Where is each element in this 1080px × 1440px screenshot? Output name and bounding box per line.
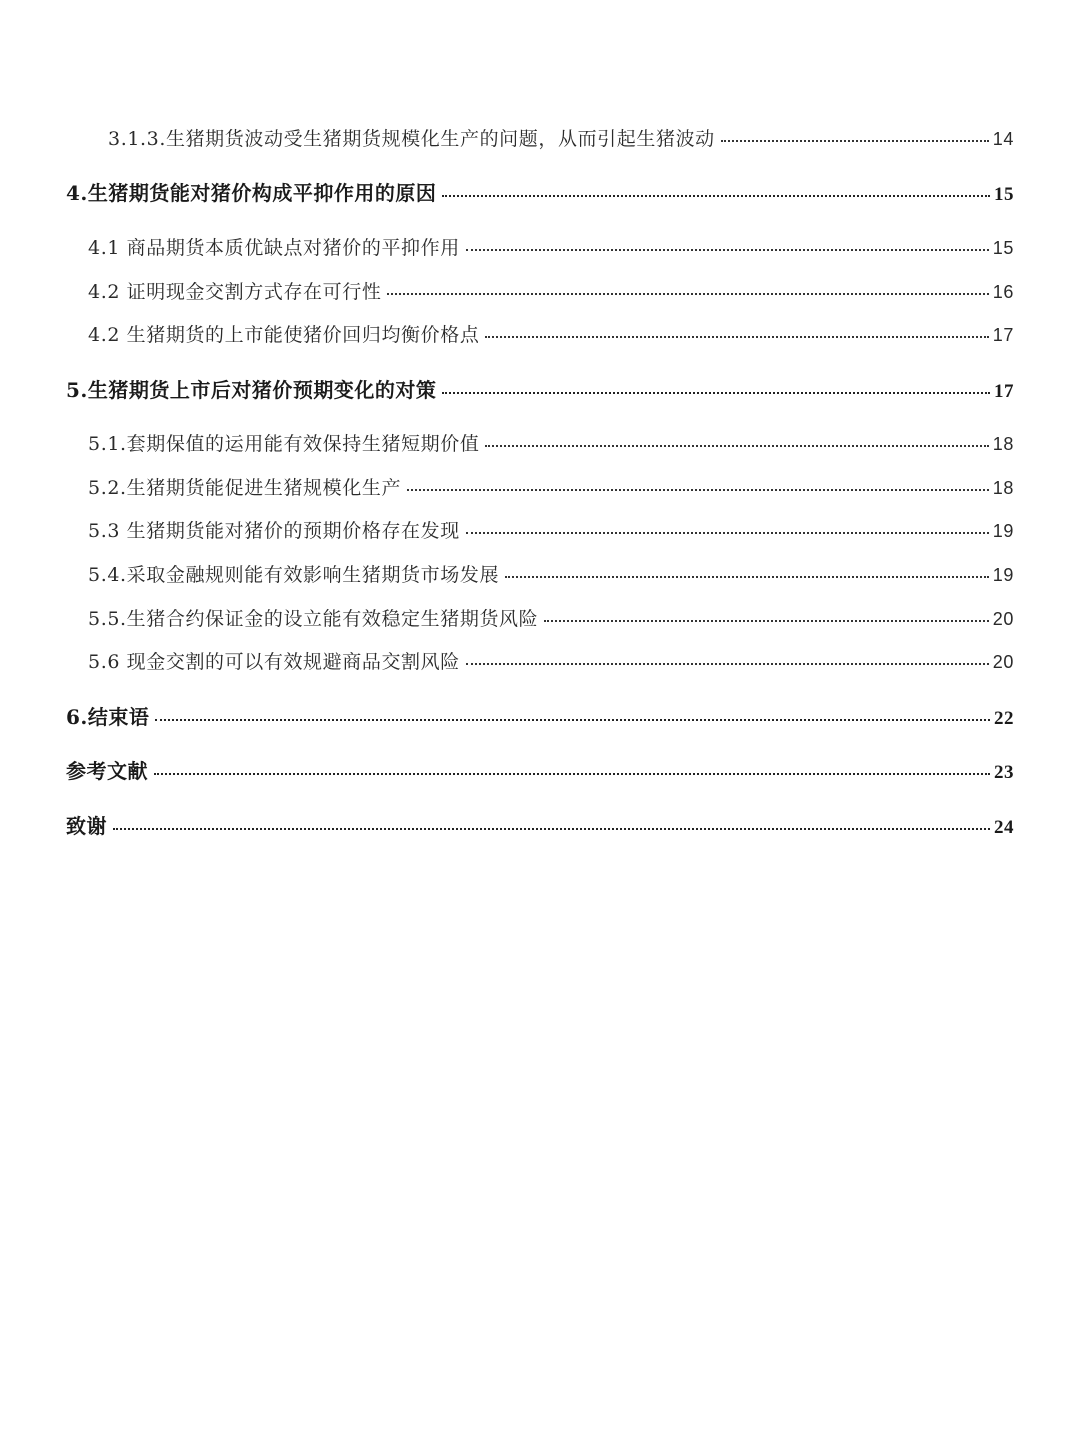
toc-dot-leader <box>442 392 990 394</box>
toc-entry-title: 参考文献 <box>66 759 148 783</box>
toc-entry-acknowledgements[interactable] <box>66 810 1014 839</box>
toc-dot-leader <box>466 532 989 534</box>
toc-dot-leader <box>442 195 990 197</box>
toc-entry-title: 6.结束语 <box>66 705 150 729</box>
toc-entry-5-4[interactable] <box>88 560 1014 587</box>
toc-dot-leader <box>154 773 990 775</box>
toc-entry-chapter-4[interactable] <box>66 177 1014 206</box>
toc-entry-title: 5.1.套期保值的运用能有效保持生猪短期价值 <box>88 433 480 455</box>
toc-dot-leader <box>485 445 988 447</box>
toc-page-number: 19 <box>992 565 1014 585</box>
toc-entry-4-2-a[interactable] <box>88 277 1014 304</box>
toc-entry-5-2[interactable] <box>88 473 1014 500</box>
toc-entry-title: 4.1 商品期货本质优缺点对猪价的平抑作用 <box>88 237 460 259</box>
toc-page-number: 16 <box>992 282 1014 302</box>
toc-entry-5-6[interactable] <box>88 647 1014 674</box>
toc-entry-title: 4.2 证明现金交割方式存在可行性 <box>88 281 382 303</box>
toc-entry-4-2-b[interactable] <box>88 320 1014 347</box>
toc-page-number: 18 <box>992 478 1014 498</box>
toc-page-number: 15 <box>992 238 1014 258</box>
toc-dot-leader <box>485 336 988 338</box>
toc-entry-title: 3.1.3.生猪期货波动受生猪期货规模化生产的问题，从而引起生猪波动 <box>108 128 715 150</box>
toc-entry-chapter-6[interactable] <box>66 701 1014 730</box>
toc-entry-3-1-3[interactable] <box>108 124 1014 151</box>
toc-dot-leader <box>155 719 990 721</box>
toc-entry-4-1[interactable] <box>88 233 1014 260</box>
toc-entry-title: 5.3 生猪期货能对猪价的预期价格存在发现 <box>88 520 460 542</box>
toc-page-number: 17 <box>992 325 1014 345</box>
toc-dot-leader <box>387 293 988 295</box>
toc-page-number: 18 <box>992 434 1014 454</box>
toc-page-number: 17 <box>994 381 1014 402</box>
toc-entry-title: 4.2 生猪期货的上市能使猪价回归均衡价格点 <box>88 324 480 346</box>
toc-page-number: 23 <box>994 762 1014 783</box>
toc-page-number: 24 <box>994 817 1014 838</box>
toc-entry-title: 5.生猪期货上市后对猪价预期变化的对策 <box>66 378 437 402</box>
toc-entry-title: 5.6 现金交割的可以有效规避商品交割风险 <box>88 651 460 673</box>
toc-dot-leader <box>113 828 990 830</box>
toc-entry-title: 4.生猪期货能对猪价构成平抑作用的原因 <box>66 181 437 205</box>
toc-entry-5-1[interactable] <box>88 429 1014 456</box>
toc-dot-leader <box>505 576 989 578</box>
toc-page-number: 20 <box>992 652 1014 672</box>
toc-dot-leader <box>721 140 989 142</box>
toc-dot-leader <box>466 249 989 251</box>
toc-entry-references[interactable] <box>66 755 1014 784</box>
toc-entry-title: 5.5.生猪合约保证金的设立能有效稳定生猪期货风险 <box>88 608 539 630</box>
toc-page-number: 20 <box>992 609 1014 629</box>
toc-entry-5-5[interactable] <box>88 604 1014 631</box>
toc-page-number: 14 <box>992 129 1014 149</box>
toc-dot-leader <box>544 620 989 622</box>
toc-entry-title: 5.2.生猪期货能促进生猪规模化生产 <box>88 477 402 499</box>
toc-entry-title: 5.4.采取金融规则能有效影响生猪期货市场发展 <box>88 564 500 586</box>
toc-page-number: 22 <box>994 708 1014 729</box>
toc-entry-chapter-5[interactable] <box>66 374 1014 403</box>
toc-entry-5-3[interactable] <box>88 516 1014 543</box>
toc-page-number: 19 <box>992 521 1014 541</box>
toc-entry-title: 致谢 <box>66 814 107 838</box>
toc-page-number: 15 <box>994 184 1014 205</box>
toc-dot-leader <box>466 663 989 665</box>
toc-dot-leader <box>407 489 989 491</box>
